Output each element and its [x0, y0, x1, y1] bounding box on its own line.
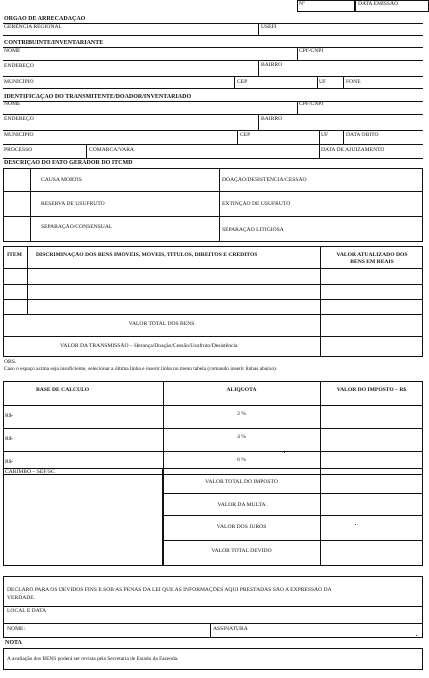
- aliquota-3: 6 %: [237, 457, 246, 463]
- divider: [3, 144, 423, 145]
- table-row: [3, 451, 423, 452]
- divider: [86, 144, 87, 158]
- local-data-field[interactable]: LOCAL E DATA: [7, 608, 47, 614]
- aliquota-2: 4 %: [237, 434, 246, 440]
- divider: [3, 101, 423, 102]
- divider: [3, 47, 423, 48]
- transmitente-cep-field[interactable]: CEP: [240, 132, 251, 138]
- contribuinte-bairro-field[interactable]: BAIRRO: [261, 62, 283, 68]
- transmitente-data-ajuizamento-field[interactable]: DATA DE AJUIZAMENTO: [321, 147, 385, 153]
- table-row: [3, 428, 423, 429]
- col-aliquota-header: ALÍQUOTA: [226, 387, 257, 393]
- valor-total-imposto-label: VALOR TOTAL DO IMPOSTO: [205, 479, 278, 485]
- scan-speck: [355, 524, 356, 525]
- divider: [343, 130, 344, 144]
- divider: [320, 468, 321, 566]
- divider: [3, 88, 423, 89]
- divider: [319, 144, 320, 158]
- obs-label: OBS.: [4, 359, 17, 365]
- divider: [3, 191, 423, 192]
- col-valor-header: VALOR ATUALIZADO DOS: [336, 252, 408, 258]
- assinatura-field[interactable]: ASSINATURA: [213, 626, 248, 632]
- divider: [343, 76, 344, 88]
- base-calculo-2[interactable]: R$-: [5, 436, 14, 442]
- gerencia-label: GERÊNCIA REGIONAL: [4, 24, 62, 30]
- scan-speck: [284, 452, 285, 453]
- valor-total-devido-label: VALOR TOTAL DEVIDO: [211, 548, 272, 554]
- option-reserva-usufruto[interactable]: RESERVA DE USUFRUTO: [41, 201, 105, 207]
- contribuinte-uf-field[interactable]: UF: [319, 79, 327, 85]
- transmitente-bairro-field[interactable]: BAIRRO: [261, 116, 283, 122]
- nota-title: NOTA: [5, 640, 22, 646]
- contribuinte-municipio-field[interactable]: MUNICÍPIO: [4, 79, 34, 85]
- base-calculo-1[interactable]: R$-: [5, 413, 14, 419]
- transmitente-nome-field[interactable]: NOME: [4, 101, 21, 107]
- base-calculo-3[interactable]: R$-: [5, 459, 14, 465]
- contribuinte-title: CONTRIBUINTE/INVENTARIANTE: [4, 40, 104, 46]
- transmitente-data-obito-field[interactable]: DATA ÓBITO: [346, 132, 379, 138]
- transmitente-comarca-field[interactable]: COMARCA/VARA: [89, 147, 134, 153]
- numero-field[interactable]: [297, 0, 355, 12]
- col-imposto-header: VALOR DO IMPOSTO – R$: [336, 387, 407, 393]
- divider: [163, 493, 423, 494]
- valor-transmissao-label: VALOR DA TRANSMISSÃO – Herança/Doação/Cessão/Usufruto/Desistência: [60, 343, 238, 349]
- transmitente-processo-field[interactable]: PROCESSO: [4, 147, 33, 153]
- transmitente-cpf-field[interactable]: CPF/CNPJ: [299, 101, 324, 107]
- valor-total-bens-label: VALOR TOTAL DOS BENS: [128, 321, 195, 327]
- nome-field[interactable]: NOME:: [7, 626, 26, 632]
- divider: [3, 130, 423, 131]
- divider: [163, 515, 423, 516]
- transmitente-endereco-field[interactable]: ENDEREÇO: [4, 116, 34, 122]
- divider: [30, 168, 31, 242]
- numero-label: Nº: [299, 1, 305, 7]
- carimbo-box: [3, 468, 163, 566]
- divider: [3, 268, 423, 269]
- divider: [297, 47, 298, 60]
- declaracao-line2: VERDADE.: [7, 595, 36, 601]
- obs-text: Caso o espaço acima seja insuficiente, selecionar a última linha e inserir linha no menu tabela (comando inserir linhas abaixo).: [4, 366, 278, 372]
- transmitente-uf-field[interactable]: UF: [321, 132, 329, 138]
- table-row: [3, 284, 423, 285]
- divider: [3, 23, 423, 24]
- divider: [3, 76, 423, 77]
- divider: [3, 158, 423, 159]
- divider: [297, 101, 298, 114]
- col-item-header: ITEM: [7, 252, 22, 258]
- option-extincao-usufruto[interactable]: EXTINÇÃO DE USUFRUTO: [222, 201, 291, 207]
- table-row: [3, 299, 423, 300]
- nota-text: A avaliação dos BENS poderá ser revista pela Secretaria de Estado da Fazenda.: [7, 656, 179, 662]
- valor-multa-label: VALOR DA MULTA: [217, 502, 266, 508]
- transmitente-municipio-field[interactable]: MUNICÍPIO: [4, 132, 34, 138]
- divider: [3, 216, 423, 217]
- transmitente-title: IDENTIFICAÇÃO DO TRANSMITENTE/DOADOR/INVENTARIADO: [4, 94, 192, 100]
- divider: [258, 23, 259, 35]
- divider: [317, 76, 318, 88]
- divider: [258, 114, 259, 130]
- fato-gerador-title: DESCRIÇÃO DO FATO GERADOR DO ITCMD: [4, 160, 133, 166]
- contribuinte-cep-field[interactable]: CEP: [237, 79, 248, 85]
- carimbo-label: CARIMBO – SEF/SC: [5, 469, 55, 475]
- divider: [27, 246, 28, 314]
- aliquota-1: 2 %: [237, 411, 246, 417]
- col-base-header: BASE DE CÁLCULO: [36, 387, 90, 393]
- declaracao-line1: DECLARO PARA OS DEVIDOS FINS E SOB AS PENAS DA LEI QUE AS INFORMAÇÕES AQUI PRESTADAS SÃO A EXPRESSÃO DA: [7, 587, 332, 593]
- divider: [219, 168, 220, 242]
- col-discriminacao-header: DISCRIMINAÇÃO DOS BENS IMÓVEIS, MÓVEIS, TÍTULOS, DIREITOS E CRÉDITOS: [36, 252, 258, 258]
- scan-speck: [416, 635, 417, 636]
- option-causa-mortis[interactable]: CAUSA MORTIS: [41, 177, 82, 183]
- divider: [210, 623, 211, 638]
- valor-juros-label: VALOR DOS JUROS: [216, 524, 267, 530]
- divider: [3, 114, 423, 115]
- contribuinte-cpf-field[interactable]: CPF/CNPJ: [299, 48, 324, 54]
- divider: [237, 130, 238, 144]
- divider: [163, 540, 423, 541]
- orgao-title: ÓRGÃO DE ARRECADAÇÃO: [4, 16, 86, 22]
- divider: [3, 336, 423, 337]
- data-emissao-label: DATA EMISSÃO: [358, 1, 399, 7]
- divider: [3, 405, 423, 406]
- col-valor-header-2: BENS EM REAIS: [350, 259, 394, 265]
- divider: [3, 606, 423, 607]
- usefi-label: USEFI: [261, 24, 277, 30]
- table-row: [3, 314, 423, 315]
- contribuinte-nome-field[interactable]: NOME: [4, 48, 21, 54]
- divider: [258, 60, 259, 76]
- option-separacao-consensual[interactable]: SEPARAÇÃO/CONSENSUAL: [41, 224, 113, 230]
- contribuinte-endereco-field[interactable]: ENDEREÇO: [4, 63, 34, 69]
- divider: [319, 130, 320, 144]
- divider: [3, 623, 423, 624]
- divider: [3, 60, 423, 61]
- option-separacao-litigiosa[interactable]: SEPARAÇÃO LITIGIOSA: [222, 227, 284, 233]
- divider: [3, 35, 423, 36]
- option-doacao[interactable]: DOAÇÃO/DESISTÊNCIA/CESSÃO: [222, 177, 307, 183]
- contribuinte-fone-field[interactable]: FONE: [346, 79, 361, 85]
- divider: [234, 76, 235, 88]
